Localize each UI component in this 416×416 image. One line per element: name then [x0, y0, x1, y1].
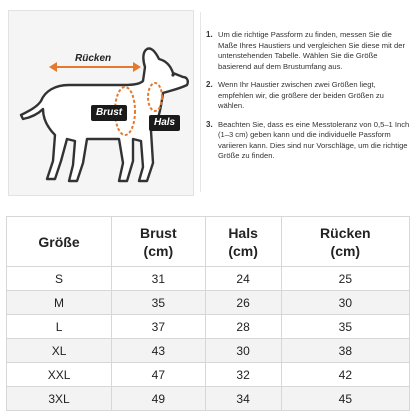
back-label: Rücken [75, 53, 112, 64]
table-row [7, 291, 410, 315]
cell-back: 42 [281, 363, 409, 387]
note-number: 1. [206, 30, 213, 39]
header-neck: Hals (cm) [205, 217, 281, 267]
header-back: Rücken (cm) [281, 217, 409, 267]
table-row [7, 315, 410, 339]
cell-chest: 31 [112, 267, 205, 291]
note-text: Beachten Sie, dass es eine Messtoleranz von 0,5–1 Inch (1–3 cm) geben kann und die individuelle Passform variieren kann. Dies sind nur Vorschläge, um die richtige Größe zu finden. [218, 119, 410, 160]
dog-measurement-diagram [8, 10, 194, 196]
cell-size: L [7, 315, 112, 339]
note-text: Um die richtige Passform zu finden, messen Sie die Maße Ihres Haustiers und vergleichen Sie diese mit der untenstehenden Tabelle. Wählen Sie die Größe basierend auf dem Brustumfang aus. [218, 30, 405, 71]
note-number: 2. [206, 80, 213, 89]
size-table [6, 216, 410, 410]
note-item [206, 80, 412, 112]
cell-size: XL [7, 339, 112, 363]
cell-size: M [7, 291, 112, 315]
divider [200, 12, 201, 192]
cell-neck: 32 [205, 363, 281, 387]
cell-neck: 28 [205, 315, 281, 339]
cell-back: 38 [281, 339, 409, 363]
neck-tag: Hals [149, 115, 180, 131]
table-row [7, 339, 410, 363]
note-item [206, 120, 412, 162]
cell-chest: 49 [112, 387, 205, 411]
note-item [206, 30, 412, 72]
header-chest: Brust (cm) [112, 217, 205, 267]
cell-neck: 26 [205, 291, 281, 315]
measurement-notes [206, 30, 412, 170]
header-size: Größe [7, 217, 112, 267]
note-number: 3. [206, 119, 213, 129]
cell-chest: 47 [112, 363, 205, 387]
cell-size: 3XL [7, 387, 112, 411]
cell-back: 30 [281, 291, 409, 315]
cell-back: 45 [281, 387, 409, 411]
cell-neck: 24 [205, 267, 281, 291]
cell-back: 35 [281, 315, 409, 339]
cell-size: XXL [7, 363, 112, 387]
size-chart-table [6, 216, 410, 411]
dog-eye [171, 73, 174, 76]
dog-illustration [9, 11, 195, 197]
cell-neck: 34 [205, 387, 281, 411]
table-header-row [7, 217, 410, 267]
cell-size: S [7, 267, 112, 291]
table-row [7, 267, 410, 291]
chest-tag: Brust [91, 105, 127, 121]
cell-chest: 35 [112, 291, 205, 315]
cell-chest: 43 [112, 339, 205, 363]
note-text: Wenn Ihr Haustier zwischen zwei Größen liegt, empfehlen wir, die größere der beiden Größen zu wählen. [218, 80, 384, 110]
cell-neck: 30 [205, 339, 281, 363]
cell-chest: 37 [112, 315, 205, 339]
table-row [7, 387, 410, 411]
table-row [7, 363, 410, 387]
cell-back: 25 [281, 267, 409, 291]
